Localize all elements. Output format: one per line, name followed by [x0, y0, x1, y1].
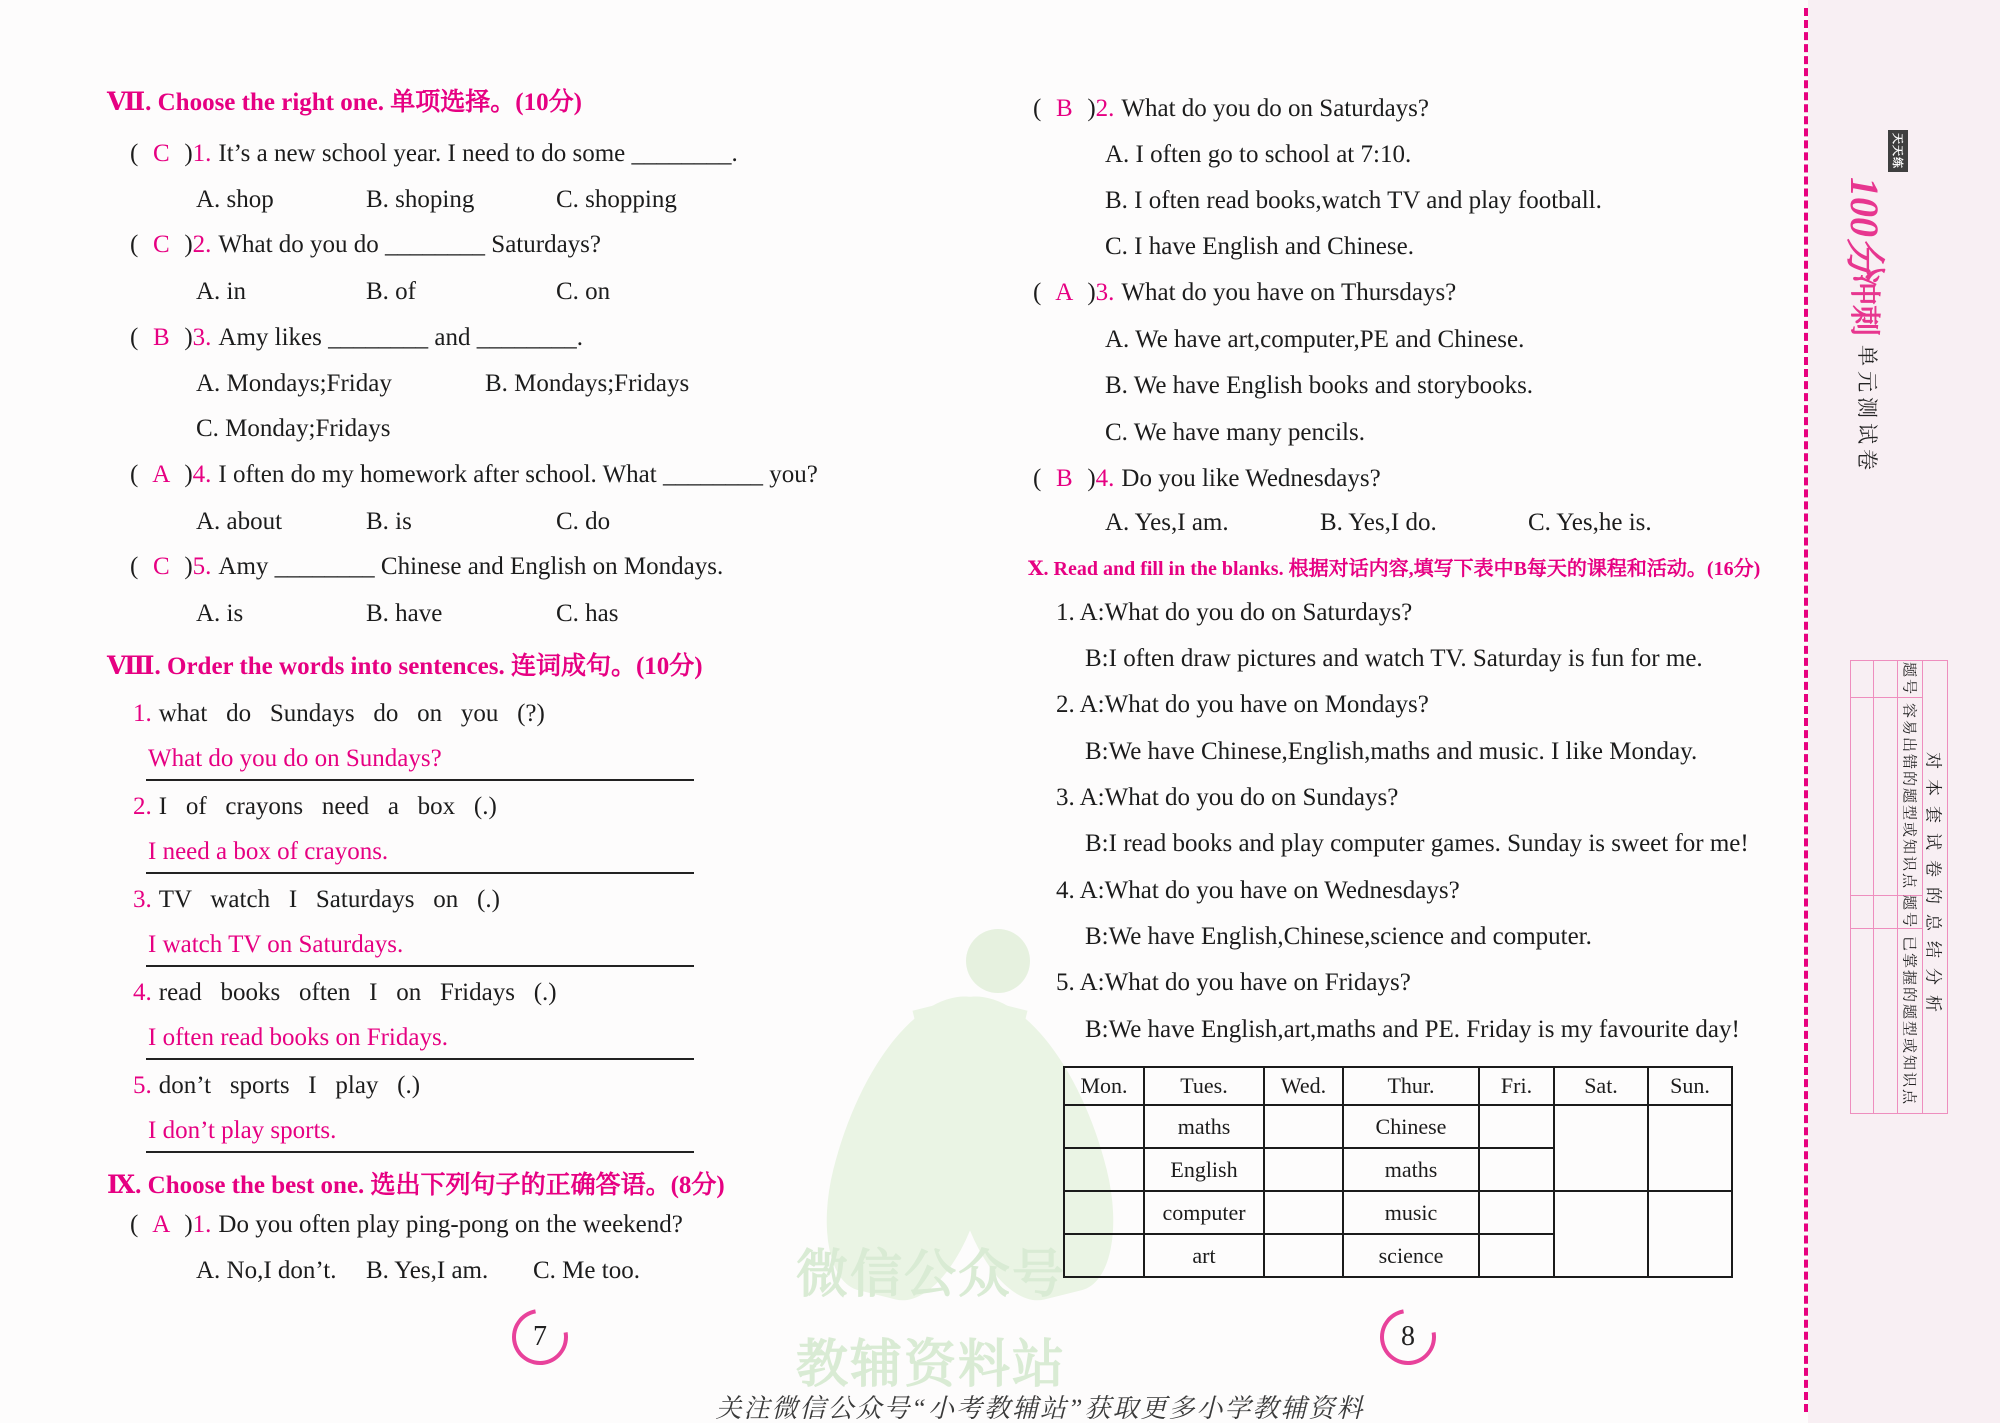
- dialogue-3b: B:I read books and play computer games. Sunday is sweet for me!: [1085, 830, 1749, 857]
- question-number: 4.: [1095, 465, 1115, 492]
- option-a: A. I often go to school at 7:10.: [1105, 141, 1412, 168]
- answer-letter: C: [152, 231, 170, 258]
- cell: [1264, 1191, 1343, 1234]
- course-table-header-row: [1064, 1067, 1732, 1105]
- summary-label-cell: 题号: [1897, 660, 1923, 698]
- header-mon: Mon.: [1064, 1067, 1144, 1105]
- option-a: A. shop: [196, 186, 274, 213]
- dialogue-2a: 2. A:What do you have on Mondays?: [1056, 691, 1429, 718]
- question-number: 1.: [192, 140, 212, 167]
- options-7-2: [196, 278, 896, 312]
- reorder-item-3: 3. TV watch I Saturdays on (.): [133, 886, 500, 913]
- question-7-1: ( C )1. It’s a new school year. I need to do some ________.: [130, 140, 738, 167]
- course-row-3: [1064, 1191, 1732, 1234]
- cell: maths: [1343, 1148, 1479, 1191]
- section9-heading: Ⅸ. Choose the best one. 选出下列句子的正确答语。(8分): [107, 1172, 725, 1199]
- question-text: Do you like Wednesdays?: [1121, 465, 1381, 492]
- summary-blank-cell: [1873, 895, 1898, 929]
- summary-blank-cell: [1850, 928, 1874, 1114]
- question-7-5: ( C )5. Amy ________ Chinese and English on Mondays.: [130, 553, 724, 580]
- answer-line-3: I watch TV on Saturdays.: [146, 931, 694, 967]
- option-c: C. I have English and Chinese.: [1105, 233, 1414, 260]
- section10-heading: Ⅹ. Read and fill in the blanks. 根据对话内容,填写下表中B每天的课程和活动。(16分): [1028, 558, 1761, 580]
- option-c: C. shopping: [556, 186, 677, 213]
- header-wed: Wed.: [1264, 1067, 1343, 1105]
- dialogue-4b: B:We have English,Chinese,science and computer.: [1085, 923, 1592, 950]
- summary-blank-cell: [1873, 928, 1898, 1114]
- question-number: 2.: [1095, 95, 1115, 122]
- summary-blank-cell: [1850, 660, 1874, 698]
- options-7-5: [196, 600, 896, 634]
- option-b: B. Yes,I do.: [1320, 509, 1437, 536]
- answer-letter: A: [1055, 279, 1074, 306]
- header-fri: Fri.: [1479, 1067, 1554, 1105]
- watermark-leaf-head: [966, 929, 1030, 993]
- header-sun: Sun.: [1648, 1067, 1732, 1105]
- reorder-item-5: 5. don’t sports I play (.): [133, 1072, 421, 1099]
- summary-blank-cell: [1873, 660, 1898, 698]
- reorder-item-1: 1. what do Sundays do on you (?): [133, 700, 545, 727]
- option-c: C. Me too.: [533, 1257, 640, 1284]
- options-9-1: [196, 1257, 896, 1291]
- cell: [1479, 1234, 1554, 1277]
- cell-sun-merged-bottom: [1648, 1191, 1732, 1277]
- question-9-2: ( B )2. What do you do on Saturdays?: [1033, 95, 1429, 122]
- summary-blank-cell: [1850, 697, 1874, 896]
- course-row-1: [1064, 1105, 1732, 1148]
- option-a: A. We have art,computer,PE and Chinese.: [1105, 326, 1525, 353]
- dialogue-5a: 5. A:What do you have on Fridays?: [1056, 969, 1411, 996]
- cell: [1064, 1191, 1144, 1234]
- question-text: Do you often play ping-pong on the weekend?: [218, 1211, 683, 1238]
- answer-letter: C: [152, 140, 170, 167]
- options-7-1: [196, 186, 896, 220]
- cell: science: [1343, 1234, 1479, 1277]
- answer-letter: B: [152, 324, 170, 351]
- dialogue-5b: B:We have English,art,maths and PE. Friday is my favourite day!: [1085, 1016, 1740, 1043]
- option-b: B. is: [366, 508, 412, 535]
- cell: music: [1343, 1191, 1479, 1234]
- option-a: A. is: [196, 600, 244, 627]
- question-7-3: ( B )3. Amy likes ________ and ________.: [130, 324, 583, 351]
- answer-letter: B: [1055, 465, 1073, 492]
- answer-line-1: What do you do on Sundays?: [146, 745, 694, 781]
- cell-sun-merged-top: [1648, 1105, 1732, 1191]
- answer-line-2: I need a box of crayons.: [146, 838, 694, 874]
- option-c: C. on: [556, 278, 611, 305]
- option-a: A. about: [196, 508, 283, 535]
- question-7-4: ( A )4. I often do my homework after school. What ________ you?: [130, 461, 818, 488]
- summary-blank-cell: [1850, 895, 1874, 929]
- cell: English: [1144, 1148, 1264, 1191]
- cell: [1479, 1105, 1554, 1148]
- page-number-7: 7: [512, 1309, 568, 1365]
- cell: [1479, 1191, 1554, 1234]
- logo-brand-word: 冲刺: [1847, 274, 1883, 336]
- question-number: 4.: [192, 461, 212, 488]
- watermark-text-line2: 教辅资料站: [796, 1336, 1067, 1394]
- question-number: 3.: [1095, 279, 1115, 306]
- footer-note: 关注微信公众号“小考教辅站”获取更多小学教辅资料: [715, 1394, 1365, 1423]
- header-thur: Thur.: [1343, 1067, 1479, 1105]
- answer-letter: B: [1055, 95, 1073, 122]
- header-sat: Sat.: [1554, 1067, 1648, 1105]
- option-b: B. shoping: [366, 186, 475, 213]
- watermark-text-line1: 微信公众号: [796, 1246, 1067, 1304]
- page-number-8: 8: [1380, 1309, 1436, 1365]
- question-text: It’s a new school year. I need to do some ________.: [218, 140, 738, 167]
- option-c: C. We have many pencils.: [1105, 419, 1365, 446]
- summary-label-cell: 题号: [1897, 895, 1923, 929]
- question-number: 5.: [192, 553, 212, 580]
- logo-brand-number: 100分: [1842, 177, 1888, 277]
- logo-subtitle: 单元测试卷: [1855, 345, 1879, 475]
- option-b: B. I often read books,watch TV and play football.: [1105, 187, 1602, 214]
- option-c: C. has: [556, 600, 619, 627]
- option-c: C. do: [556, 508, 611, 535]
- question-number: 2.: [192, 231, 212, 258]
- cell-sat-merged-bottom: [1554, 1191, 1648, 1277]
- option-b: B. We have English books and storybooks.: [1105, 372, 1534, 399]
- options-7-3-c: [196, 415, 896, 449]
- option-b: B. Mondays;Fridays: [485, 370, 690, 397]
- question-9-1: ( A )1. Do you often play ping-pong on the weekend?: [130, 1211, 683, 1238]
- cell-sat-merged-top: [1554, 1105, 1648, 1191]
- reorder-item-2: 2. I of crayons need a box (.): [133, 793, 497, 820]
- section7-heading: Ⅶ. Choose the right one. 单项选择。(10分): [107, 89, 582, 116]
- option-a: A. Yes,I am.: [1105, 509, 1229, 536]
- option-c: C. Monday;Fridays: [196, 415, 391, 442]
- logo-badge: 天天练: [1888, 130, 1908, 172]
- option-c: C. Yes,he is.: [1528, 509, 1652, 536]
- brand-logo: [1816, 130, 1920, 475]
- question-text: Amy ________ Chinese and English on Mondays.: [218, 553, 724, 580]
- dialogue-2b: B:We have Chinese,English,maths and music. I like Monday.: [1085, 738, 1698, 765]
- summary-blank-cell: [1873, 697, 1898, 896]
- answer-line-5: I don’t play sports.: [146, 1117, 694, 1153]
- summary-title-cell: 对本套试卷的总结分析: [1922, 660, 1948, 1114]
- cell: maths: [1144, 1105, 1264, 1148]
- option-b: B. have: [366, 600, 443, 627]
- answer-letter: A: [152, 1211, 171, 1238]
- cell: [1479, 1148, 1554, 1191]
- question-9-4: ( B )4. Do you like Wednesdays?: [1033, 465, 1381, 492]
- question-7-2: ( C )2. What do you do ________ Saturdays?: [130, 231, 601, 258]
- dialogue-1b: B:I often draw pictures and watch TV. Saturday is fun for me.: [1085, 645, 1703, 672]
- header-tues: Tues.: [1144, 1067, 1264, 1105]
- option-b: B. of: [366, 278, 416, 305]
- dialogue-4a: 4. A:What do you have on Wednesdays?: [1056, 877, 1460, 904]
- question-number: 1.: [192, 1211, 212, 1238]
- dialogue-3a: 3. A:What do you do on Sundays?: [1056, 784, 1399, 811]
- course-table: [1063, 1066, 1733, 1278]
- question-text: What do you have on Thursdays?: [1121, 279, 1457, 306]
- cell: [1064, 1148, 1144, 1191]
- cell: art: [1144, 1234, 1264, 1277]
- answer-letter: A: [152, 461, 171, 488]
- question-number: 3.: [192, 324, 212, 351]
- answer-line-4: I often read books on Fridays.: [146, 1024, 694, 1060]
- question-text: I often do my homework after school. What ________ you?: [218, 461, 818, 488]
- question-text: What do you do ________ Saturdays?: [218, 231, 601, 258]
- summary-label-cell: 已掌握的题型或知识点: [1897, 928, 1923, 1114]
- answer-letter: C: [152, 553, 170, 580]
- options-7-3-ab: [196, 370, 896, 404]
- cell: [1064, 1234, 1144, 1277]
- summary-label-cell: 容易出错的题型或知识点: [1897, 697, 1923, 896]
- cell: Chinese: [1343, 1105, 1479, 1148]
- option-a: A. in: [196, 278, 246, 305]
- section8-heading: Ⅷ. Order the words into sentences. 连词成句。(10分): [107, 653, 703, 680]
- options-7-4: [196, 508, 896, 542]
- option-a: A. Mondays;Friday: [196, 370, 392, 397]
- options-9-4: [1105, 509, 1755, 543]
- option-a: A. No,I don’t.: [196, 1257, 337, 1284]
- cut-dashed-line: [1804, 8, 1808, 1412]
- question-9-3: ( A )3. What do you have on Thursdays?: [1033, 279, 1457, 306]
- cell: [1264, 1234, 1343, 1277]
- option-b: B. Yes,I am.: [366, 1257, 489, 1284]
- question-text: Amy likes ________ and ________.: [218, 324, 583, 351]
- cell: [1064, 1105, 1144, 1148]
- cell: [1264, 1148, 1343, 1191]
- question-text: What do you do on Saturdays?: [1121, 95, 1429, 122]
- reorder-item-4: 4. read books often I on Fridays (.): [133, 979, 557, 1006]
- cell: [1264, 1105, 1343, 1148]
- cell: computer: [1144, 1191, 1264, 1234]
- dialogue-1a: 1. A:What do you do on Saturdays?: [1056, 599, 1413, 626]
